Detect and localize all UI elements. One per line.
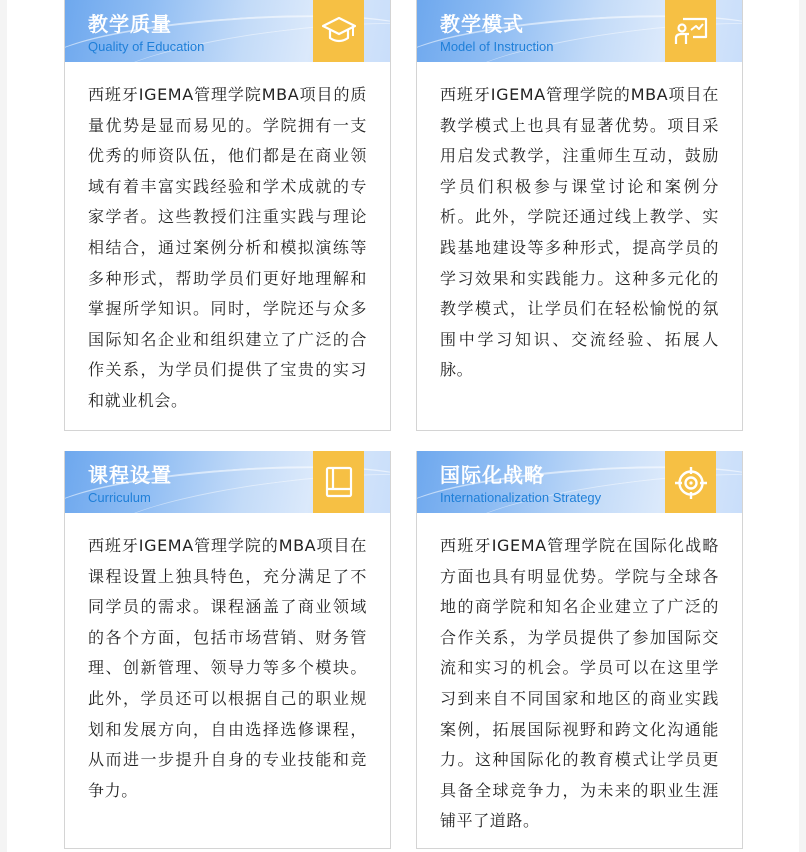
- card-title: 课程设置: [88, 463, 172, 487]
- card-subtitle: Internationalization Strategy: [440, 490, 602, 505]
- target-icon: [674, 451, 708, 504]
- ribbon-badge: [313, 451, 364, 513]
- card-title: 国际化战略: [440, 463, 545, 487]
- ribbon-badge: [313, 0, 364, 62]
- card-curriculum: [64, 451, 391, 849]
- card-body-text: 西班牙IGEMA管理学院的MBA项目在教学模式上也具有显著优势。项目采用启发式教学，注重师生互动，鼓励学员们积极参与课堂讨论和案例分析。此外，学院还通过线上教学、实践基地建设等多种形式，提高学员的学习效果和实践能力。这种多元化的教学模式，让学员们在轻松愉悦的氛围中学习知识、交流经验、拓展人脉。: [440, 85, 719, 380]
- card-internationalization-strategy: [416, 451, 743, 849]
- card-subtitle: Curriculum: [88, 490, 151, 505]
- card-body-text: 西班牙IGEMA管理学院的MBA项目在课程设置上独具特色，充分满足了不同学员的需求。课程涵盖了商业领域的各个方面，包括市场营销、财务管理、创新管理、领导力等多个模块。此外，学员还可以根据自己的职业规划和发展方向，自由选择选修课程，从而进一步提升自身的专业技能和竞争力。: [88, 536, 367, 800]
- ribbon-badge: [665, 451, 716, 513]
- card-body-text: 西班牙IGEMA管理学院在国际化战略方面也具有明显优势。学院与全球各地的商学院和知名企业建立了广泛的合作关系，为学员提供了参加国际交流和实习的机会。学员可以在这里学习到来自不同国家和地区的商业实践案例，拓展国际视野和跨文化沟通能力。这种国际化的教育模式让学员更具备全球竞争力，为未来的职业生涯铺平了道路。: [440, 536, 719, 831]
- card-subtitle: Model of Instruction: [440, 39, 554, 54]
- card-title: 教学模式: [440, 12, 524, 36]
- card-header: [417, 451, 742, 513]
- page-canvas: [7, 0, 799, 852]
- book-icon: [322, 451, 356, 502]
- ribbon-badge: [665, 0, 716, 62]
- card-header: [65, 451, 390, 513]
- presentation-board-icon: [674, 0, 708, 51]
- card-body-text: 西班牙IGEMA管理学院MBA项目的质量优势是显而易见的。学院拥有一支优秀的师资队伍，他们都是在商业领域有着丰富实践经验和学术成就的专家学者。这些教授们注重实践与理论相结合，通过案例分析和模拟演练等多种形式，帮助学员们更好地理解和掌握所学知识。同时，学院还与众多国际知名企业和组织建立了广泛的合作关系，为学员们提供了宝贵的实习和就业机会。: [88, 85, 367, 410]
- graduation-cap-icon: [322, 0, 356, 51]
- card-quality-of-education: [64, 0, 391, 431]
- card-header: [417, 0, 742, 62]
- card-title: 教学质量: [88, 12, 172, 36]
- card-model-of-instruction: [416, 0, 743, 431]
- card-subtitle: Quality of Education: [88, 39, 205, 54]
- card-header: [65, 0, 390, 62]
